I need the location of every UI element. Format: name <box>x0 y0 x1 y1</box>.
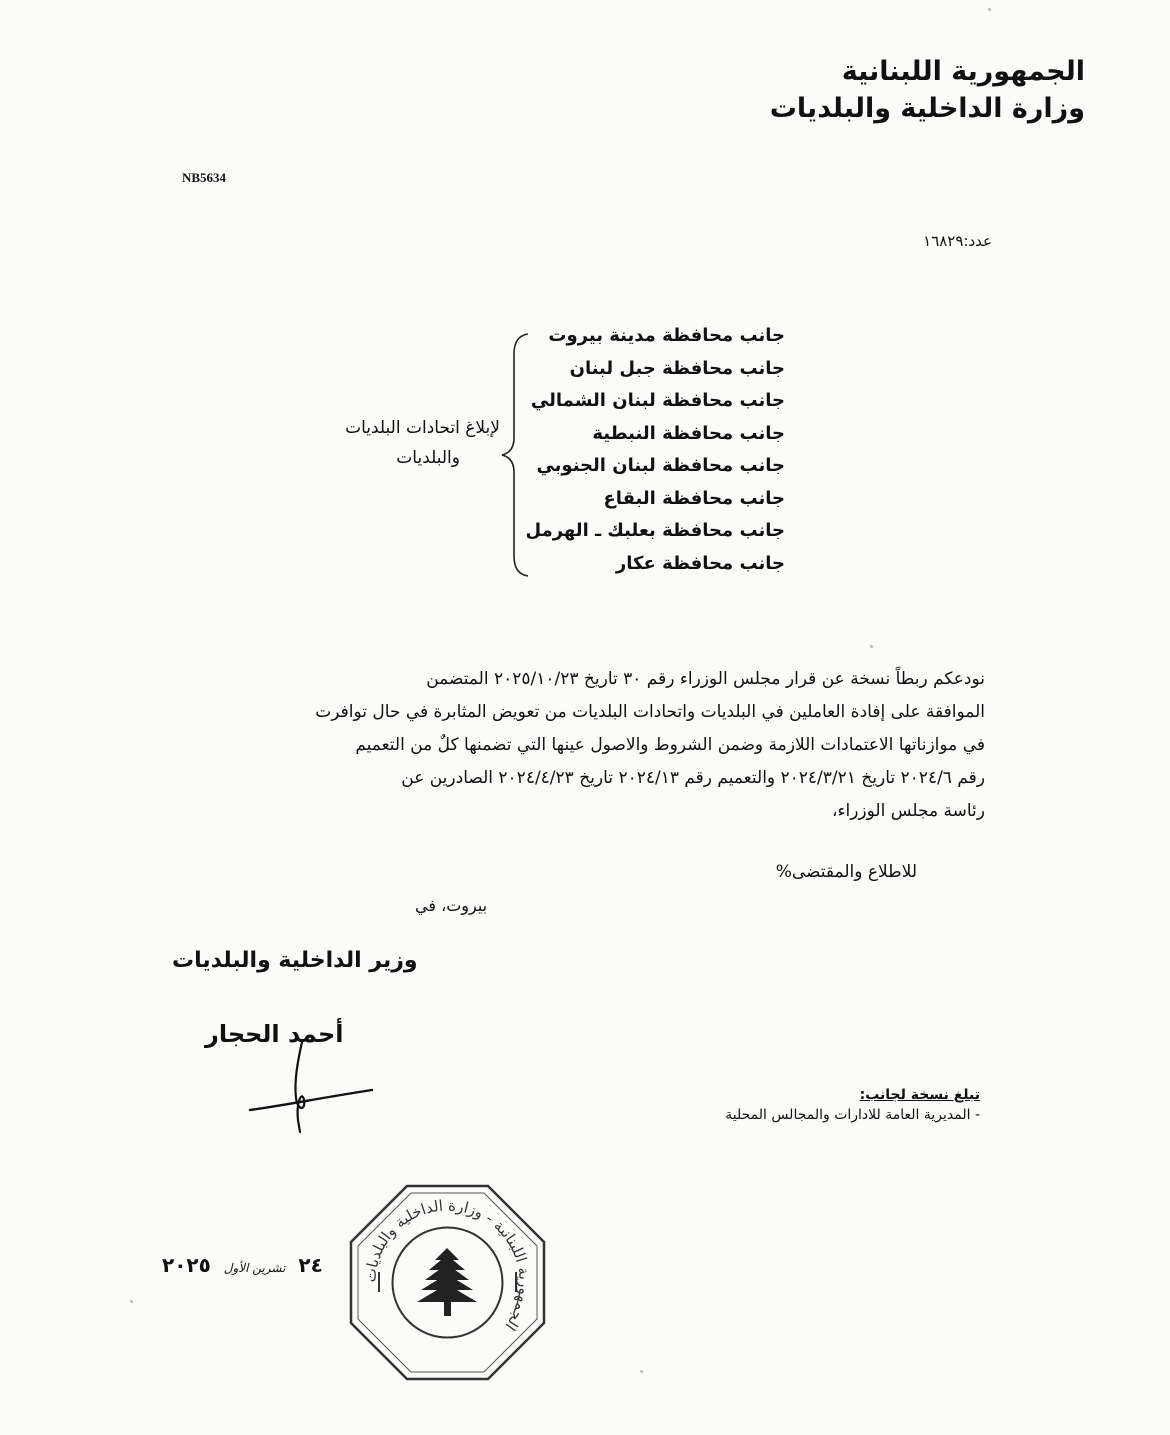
reference-code: NB5634 <box>182 170 227 185</box>
signer-name: أحمد الحجار <box>205 1020 344 1048</box>
governorate-item: جانب محافظة لبنان الجنوبي <box>536 455 785 476</box>
governorate-item: جانب محافظة النبطية <box>592 422 785 444</box>
stamp-year: ٢٠٢٥ <box>162 1253 211 1277</box>
governorate-item: جانب محافظة عكار <box>615 552 785 574</box>
body-line: رقم ٢٠٢٤/٦ تاريخ ٢٠٢٤/٣/٢١ والتعميم رقم ٢٠٢٤/١٣ تاريخ ٢٠٢٤/٤/٢٣ الصادرين عن <box>401 768 985 788</box>
governorate-item: جانب محافظة البقاع <box>603 487 785 509</box>
acknowledge-line: للاطلاع والمقتضى% <box>775 862 917 882</box>
body-line: الموافقة على إفادة العاملين في البلديات واتحادات البلديات من تعويض المثابرة في حال توافرت <box>315 702 985 722</box>
place-date: بيروت، في <box>415 896 488 915</box>
governorate-item: جانب محافظة لبنان الشمالي <box>530 390 785 411</box>
body-line: في موازناتها الاعتمادات اللازمة وضمن الشروط والاصول عينها التي تضمنها كلٌ من التعميم <box>355 735 985 755</box>
ministry-title: وزارة الداخلية والبلديات <box>769 93 1085 124</box>
governorate-item: جانب محافظة مدينة بيروت <box>548 325 785 346</box>
body-line: رئاسة مجلس الوزراء، <box>832 801 985 821</box>
governorate-item: جانب محافظة بعلبك ـ الهرمل <box>525 520 785 541</box>
copy-to-heading: تبلغ نسخة لجانب: <box>859 1087 980 1103</box>
document-number: عدد:١٦٨٢٩ <box>923 232 992 250</box>
republic-title: الجمهورية اللبنانية <box>841 56 1085 87</box>
body-line: نودعكم ربطاً نسخة عن قرار مجلس الوزراء رقم ٣٠ تاريخ ٢٠٢٥/١٠/٢٣ المتضمن <box>426 669 985 689</box>
purpose-line: والبلديات <box>396 448 460 468</box>
stamp-month: تشرين الأول <box>223 1261 286 1275</box>
purpose-line: لإبلاغ اتحادات البلديات <box>345 418 500 438</box>
minister-title: وزير الداخلية والبلديات <box>172 948 418 973</box>
governorate-item: جانب محافظة جبل لبنان <box>569 357 785 379</box>
stamp-day: ٢٤ <box>298 1253 323 1277</box>
seal-ring-text: الجمهورية اللبنانية - وزارة الداخلية والبلديات <box>361 1196 534 1335</box>
copy-to-item: - المديرية العامة للادارات والمجالس المحلية <box>725 1107 980 1123</box>
